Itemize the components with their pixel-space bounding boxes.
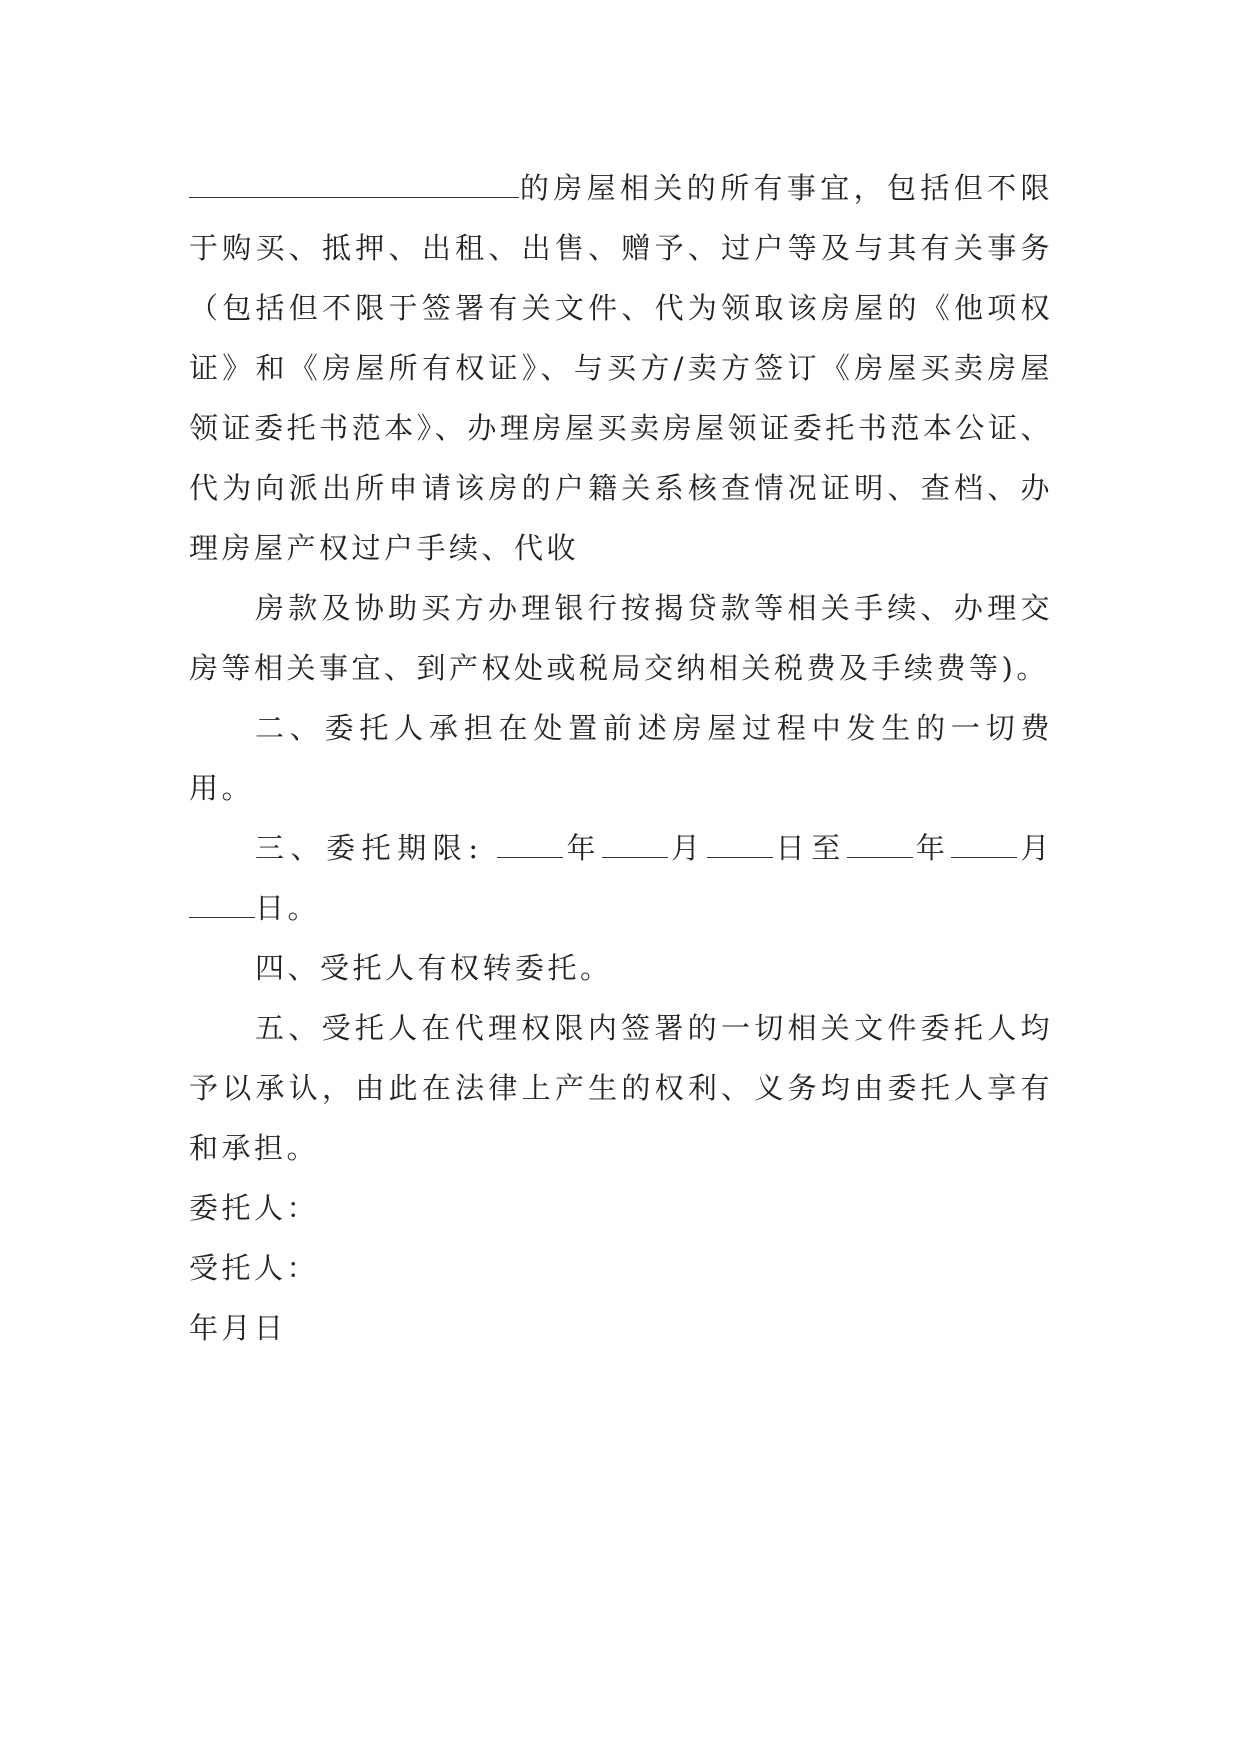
end-year-label: 年	[912, 831, 952, 865]
end-day-label: 日。	[255, 891, 321, 925]
principal-signature: 委托人：	[189, 1191, 320, 1225]
property-blank	[189, 171, 519, 198]
end-month-blank	[951, 831, 1017, 858]
agent-signature: 受托人：	[189, 1251, 320, 1285]
start-year-label: 年	[563, 831, 602, 865]
start-year-blank	[497, 831, 563, 858]
end-month-label: 月	[1017, 831, 1053, 865]
scope-paragraph	[189, 158, 1053, 578]
start-day-blank	[707, 831, 773, 858]
end-year-blank	[847, 831, 913, 858]
payment-paragraph: 房款及协助买方办理银行按揭贷款等相关手续、办理交房等相关事宜、到产权处或税局交纳相关税费及手续费等)。	[189, 591, 1053, 685]
signature-date: 年月日	[189, 1311, 287, 1345]
clause-five: 五、受托人在代理权限内签署的一切相关文件委托人均予以承认，由此在法律上产生的权利、义务均由委托人享有和承担。	[189, 1011, 1053, 1165]
clause-two: 二、委托人承担在处置前述房屋过程中发生的一切费用。	[189, 711, 1053, 805]
document-body	[189, 158, 1053, 1358]
clause-three	[189, 818, 1053, 938]
start-month-label: 月	[668, 831, 707, 865]
end-day-blank	[189, 891, 255, 918]
start-day-label: 日至	[772, 831, 847, 865]
term-prefix: 三、委托期限:	[255, 831, 482, 865]
scope-text: 的房屋相关的所有事宜，包括但不限于购买、抵押、出租、出售、赠予、过户等及与其有关事务（包括但不限于签署有关文件、代为领取该房屋的《他项权证》和《房屋所有权证》、与买方/卖方签订《房屋买卖房屋领证委托书范本》、办理房屋买卖房屋领证委托书范本公证、代为向派出所申请该房的户籍关系核查情况证明、查档、办理房屋产权过户手续、代收	[189, 171, 1053, 565]
clause-four: 四、受托人有权转委托。	[255, 951, 613, 985]
start-month-blank	[602, 831, 668, 858]
